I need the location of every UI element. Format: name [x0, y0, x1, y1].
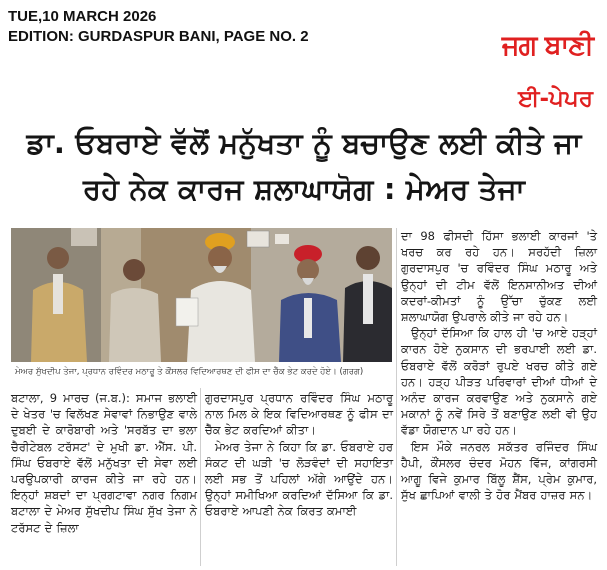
paragraph: ਇਸ ਮੌਕੇ ਜਨਰਲ ਸਕੱਤਰ ਰਜਿੰਦਰ ਸਿੰਘ ਹੈਪੀ, ਕੌਂਸਲਰ ਚੰਦਰ ਮੋਹਨ ਵਿੱਜ, ਕਾਂਗਰਸੀ ਆਗੂ ਵਿਜੇ ਕੁਮਾਰ ਬਿੱਲੂ ਸ਼ੈਂਸ, ਪ੍ਰੇਮ ਕੁਮਾਰ, ਸੁੱਖ ਛਾਪਿਆਂ ਵਾਲੀ ਤੇ ਹੋਰ ਮੈਂਬਰ ਹਾਜ਼ਰ ਸਨ।: [401, 439, 597, 503]
edition-header: [8, 7, 309, 47]
article-column-2: [205, 390, 393, 520]
paragraph: ਮੇਅਰ ਤੇਜਾ ਨੇ ਕਿਹਾ ਕਿ ਡਾ. ਓਬਰਾਏ ਹਰ ਸੰਕਟ ਦੀ ਘੜੀ 'ਚ ਲੋੜਵੰਦਾਂ ਦੀ ਸਹਾਇਤਾ ਲਈ ਸਭ ਤੋਂ ਪਹਿਲਾਂ ਅੱਗੇ ਆਉਂਦੇ ਹਨ। ਉਨ੍ਹਾਂ ਸਮੀਖਿਆ ਕਰਦਿਆਂ ਦੱਸਿਆ ਕਿ ਡਾ. ਓਬਰਾਏ ਆਪਣੀ ਨੇਕ ਕਿਰਤ ਕਮਾਈ: [205, 439, 393, 519]
paragraph: ਦਾ 98 ਫੀਸਦੀ ਹਿੱਸਾ ਭਲਾਈ ਕਾਰਜਾਂ 'ਤੇ ਖਰਚ ਕਰ ਰਹੇ ਹਨ। ਸਰਹੱਦੀ ਜ਼ਿਲਾ ਗੁਰਦਾਸਪੁਰ 'ਚ ਰਵਿੰਦਰ ਸਿੰਘ ਮਠਾਰੂ ਅਤੇ ਉਨ੍ਹਾਂ ਦੀ ਟੀਮ ਵੱਲੋਂ ਇਨਸਾਨੀਅਤ ਦੀਆਂ ਕਦਰਾਂ-ਕੀਮਤਾਂ ਨੂੰ ਉੱਚਾ ਚੁੱਕਣ ਲਈ ਸ਼ਲਾਘਾਯੋਗ ਉਪਰਾਲੇ ਕੀਤੇ ਜਾ ਰਹੇ ਹਨ।: [401, 229, 597, 325]
logo-subtitle: ਈ-ਪੇਪਰ: [518, 86, 593, 112]
edition-line: EDITION: GURDASPUR BANI, PAGE NO. 2: [8, 28, 309, 45]
photo-caption: ਮੇਅਰ ਸੁੱਖਦੀਪ ਤੇਜਾ, ਪ੍ਰਧਾਨ ਰਵਿੰਦਰ ਮਠਾਰੂ ਤੇ ਕੌਂਸਲਰ ਵਿਦਿਆਰਥਣ ਦੀ ਫੀਸ ਦਾ ਚੈੱਕ ਭੇਟ ਕਰਦੇ ਹੋਏ। (ਗਰਗ): [11, 364, 392, 380]
paragraph: ਬਟਾਲਾ, 9 ਮਾਰਚ (ਜ.ਬ.): ਸਮਾਜ ਭਲਾਈ ਦੇ ਖੇਤਰ 'ਚ ਵਿਲੱਖਣ ਸੇਵਾਵਾਂ ਨਿਭਾਉਣ ਵਾਲੇ ਦੁਬਈ ਦੇ ਕਾਰੋਬਾਰੀ ਅਤੇ 'ਸਰਬੱਤ ਦਾ ਭਲਾ ਚੈਰੀਟੇਬਲ ਟਰੱਸਟ' ਦੇ ਮੁਖੀ ਡਾ. ਐੱਸ. ਪੀ. ਸਿੰਘ ਓਬਰਾਏ ਵੱਲੋਂ ਮਨੁੱਖਤਾ ਦੀ ਸੇਵਾ ਲਈ ਪਰਉਪਕਾਰੀ ਕਾਰਜ ਕੀਤੇ ਜਾ ਰਹੇ ਹਨ। ਇਨ੍ਹਾਂ ਸ਼ਬਦਾਂ ਦਾ ਪ੍ਰਗਟਾਵਾ ਨਗਰ ਨਿਗਮ ਬਟਾਲਾ ਦੇ ਮੇਅਰ ਸੁੱਖਦੀਪ ਸਿੰਘ ਸੁੱਖ ਤੇਜਾ ਨੇ ਟਰੱਸਟ ਦੇ ਜ਼ਿਲਾ: [11, 391, 197, 535]
paragraph: ਗੁਰਦਾਸਪੁਰ ਪ੍ਰਧਾਨ ਰਵਿੰਦਰ ਸਿੰਘ ਮਠਾਰੂ ਨਾਲ ਮਿਲ ਕੇ ਇਕ ਵਿਦਿਆਰਥਣ ਨੂੰ ਫੀਸ ਦਾ ਚੈੱਕ ਭੇਟ ਕਰਦਿਆਂ ਕੀਤਾ।: [205, 391, 393, 438]
jagbani-epaper-logo[interactable]: [463, 30, 593, 118]
article-column-1: [11, 390, 197, 536]
column-divider: [200, 388, 201, 566]
column-divider: [396, 228, 397, 566]
article-column-3: [401, 228, 597, 503]
date-line: TUE,10 MARCH 2026: [8, 8, 157, 25]
article-headline: ਡਾ. ਓਬਰਾਏ ਵੱਲੋਂ ਮਨੁੱਖਤਾ ਨੂੰ ਬਚਾਉਣ ਲਈ ਕੀਤੇ ਜਾ ਰਹੇ ਨੇਕ ਕਾਰਜ ਸ਼ਲਾਘਾਯੋਗ : ਮੇਅਰ ਤੇਜਾ: [26, 126, 582, 206]
news-photo: [11, 228, 392, 362]
photo-illustration: [11, 228, 392, 362]
logo-name: ਜਗ ਬਾਣੀ: [501, 30, 593, 61]
paragraph: ਉਨ੍ਹਾਂ ਦੱਸਿਆ ਕਿ ਹਾਲ ਹੀ 'ਚ ਆਏ ਹੜ੍ਹਾਂ ਕਾਰਨ ਹੋਏ ਨੁਕਸਾਨ ਦੀ ਭਰਪਾਈ ਲਈ ਡਾ. ਓਬਰਾਏ ਵੱਲੋਂ ਕਰੋੜਾਂ ਰੁਪਏ ਖਰਚ ਕੀਤੇ ਗਏ ਹਨ। ਹੜ੍ਹ ਪੀੜਤ ਪਰਿਵਾਰਾਂ ਦੀਆਂ ਧੀਆਂ ਦੇ ਅਨੰਦ ਕਾਰਜ ਕਰਵਾਉਣ ਅਤੇ ਨੁਕਸਾਨੇ ਗਏ ਮਕਾਨਾਂ ਨੂੰ ਨਵੇਂ ਸਿਰੇ ਤੋਂ ਬਣਾਉਣ ਲਈ ਵੀ ਉਹ ਵੱਡਾ ਯੋਗਦਾਨ ਪਾ ਰਹੇ ਹਨ।: [401, 326, 597, 438]
